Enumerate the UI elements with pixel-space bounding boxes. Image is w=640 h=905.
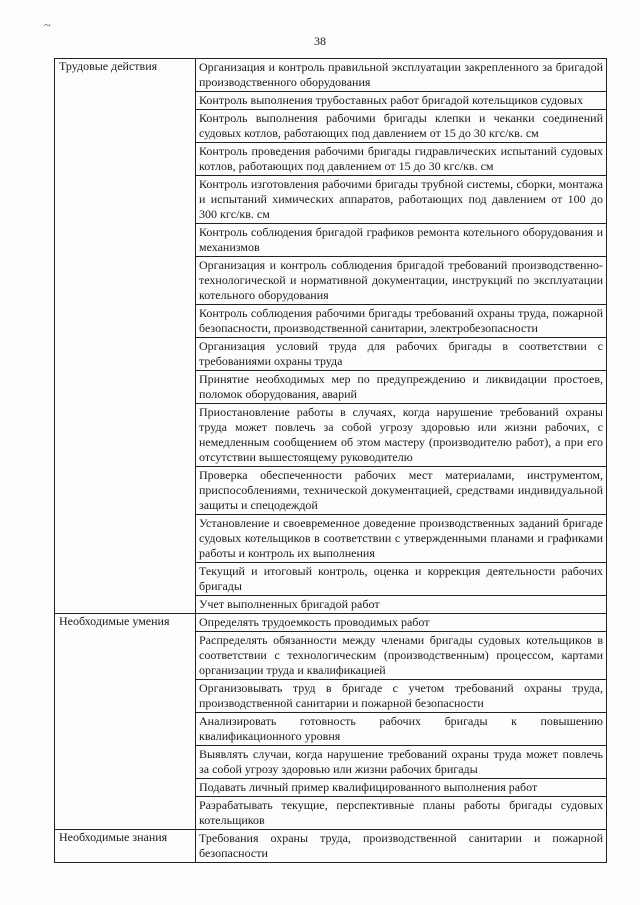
list-item: Подавать личный пример квалифицированного выполнения работ: [196, 779, 606, 797]
section-row: [55, 59, 607, 614]
list-item: Организовывать труд в бригаде с учетом требований охраны труда, производственной санитарии и пожарной безопасности: [196, 680, 606, 713]
list-item: Выявлять случаи, когда нарушение требований охраны труда может повлечь за собой угрозу здоровью или жизни рабочих бригады: [196, 746, 606, 779]
list-item: Контроль соблюдения рабочими бригады требований охраны труда, пожарной безопасности, производственной санитарии, электробезопасности: [196, 305, 606, 338]
list-item: Разрабатывать текущие, перспективные планы работы бригады судовых котельщиков: [199, 798, 603, 827]
list-item: Требования охраны труда, производственной санитарии и пожарной безопасности: [199, 831, 603, 860]
list-item: Приостановление работы в случаях, когда нарушение требований охраны труда может повлечь за собой угрозу здоровью или жизни рабочих, с немедленным сообщением об этом мастеру (производителю работ), а при его отсутствии вышестоящему руководителю: [196, 404, 606, 467]
section-row: [55, 830, 607, 863]
section-items: [196, 830, 607, 863]
section-row: [55, 614, 607, 830]
section-label: Необходимые знания: [55, 830, 196, 863]
corner-mark: ~: [44, 18, 51, 32]
list-item: Контроль изготовления рабочими бригады трубной системы, сборки, монтажа и испытаний химических аппаратов, работающих под давлением от 100 до 300 кгс/кв. см: [196, 176, 606, 224]
list-item: Проверка обеспеченности рабочих мест материалами, инструментом, приспособлениями, технической документацией, средствами индивидуальной защиты и спецодеждой: [196, 467, 606, 515]
list-item: Учет выполненных бригадой работ: [199, 597, 380, 611]
section-items: [196, 614, 607, 830]
list-item: Текущий и итоговый контроль, оценка и коррекция деятельности рабочих бригады: [196, 563, 606, 596]
list-item: Распределять обязанности между членами бригады судовых котельщиков в соответствии с технологическим (производственным) процессом, картами организации труда и квалификацией: [196, 632, 606, 680]
section-label: Необходимые умения: [55, 614, 196, 830]
list-item: Контроль выполнения рабочими бригады клепки и чеканки соединений судовых котлов, работающих под давлением от 15 до 30 кгс/кв. см: [196, 110, 606, 143]
list-item: Контроль проведения рабочими бригады гидравлических испытаний судовых котлов, работающих под давлением от 15 до 30 кгс/кв. см: [196, 143, 606, 176]
list-item: Принятие необходимых мер по предупреждению и ликвидации простоев, поломок оборудования, аварий: [196, 371, 606, 404]
list-item: Определять трудоемкость проводимых работ: [196, 614, 606, 632]
list-item: Установление и своевременное доведение производственных заданий бригаде судовых котельщиков в соответствии с утвержденными планами и графиками работы и контроль их выполнения: [196, 515, 606, 563]
page-number: 38: [314, 34, 326, 48]
section-items: [196, 59, 607, 614]
list-item: Организация условий труда для рабочих бригады в соответствии с требованиями охраны труда: [196, 338, 606, 371]
list-item: Контроль соблюдения бригадой графиков ремонта котельного оборудования и механизмов: [196, 224, 606, 257]
list-item: Контроль выполнения трубоставных работ бригадой котельщиков судовых: [196, 92, 606, 110]
list-item: Организация и контроль соблюдения бригадой требований производственно-технологической и нормативной документации, инструкций по эксплуатации котельного оборудования: [196, 257, 606, 305]
section-label: Трудовые действия: [55, 59, 196, 614]
list-item: Организация и контроль правильной эксплуатации закрепленного за бригадой производственного оборудования: [196, 59, 606, 92]
list-item: Анализировать готовность рабочих бригады к повышению квалификационного уровня: [196, 713, 606, 746]
table-body: [55, 59, 607, 863]
requirements-table: [54, 58, 607, 863]
